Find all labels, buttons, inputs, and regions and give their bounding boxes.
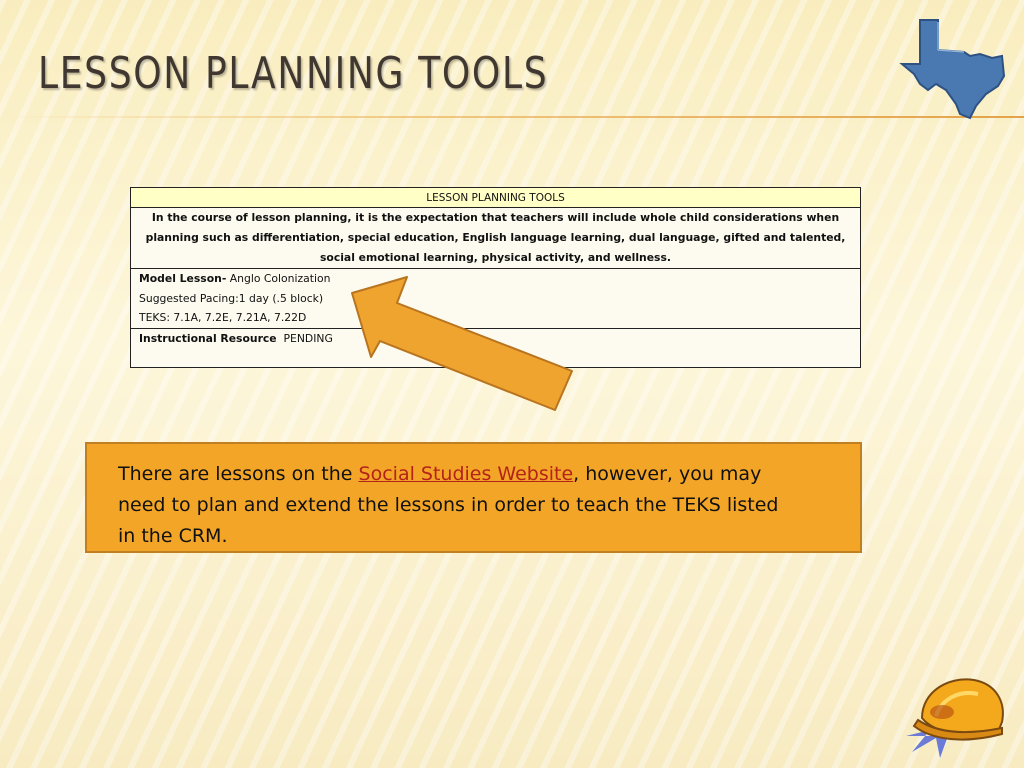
resource-value: PENDING xyxy=(276,331,333,345)
expectation-note: In the course of lesson planning, it is the expectation that teachers will include whole child considerations when planning such as differentiation, special education, English language learning, dual language, gifted and talented, social emotional learning, physical activity, and wellness. xyxy=(131,208,861,269)
resource-label: Instructional Resource xyxy=(139,331,277,345)
model-lesson-cell xyxy=(131,269,861,329)
page-title: LESSON PLANNING TOOLS xyxy=(38,48,549,99)
hard-hat-icon xyxy=(902,672,1010,760)
lesson-planning-table xyxy=(130,187,861,368)
table-header: LESSON PLANNING TOOLS xyxy=(131,188,861,208)
callout-text-before: There are lessons on the xyxy=(118,463,359,485)
instructional-resource-cell xyxy=(131,328,861,367)
teks-list: TEKS: 7.1A, 7.2E, 7.21A, 7.22D xyxy=(139,311,307,324)
title-divider xyxy=(0,116,1024,118)
social-studies-website-link[interactable]: Social Studies Website xyxy=(358,463,574,485)
model-lesson-line xyxy=(139,269,852,289)
model-lesson-label: Model Lesson- xyxy=(139,272,227,285)
callout-box xyxy=(85,442,862,553)
suggested-pacing: Suggested Pacing:1 day (.5 block) xyxy=(139,291,324,305)
callout-text-after: , however, you may need to plan and extend the lessons in order to teach the TEKS listed in the CRM. xyxy=(118,463,779,547)
texas-map-icon xyxy=(898,14,1010,122)
model-lesson-value: Anglo Colonization xyxy=(226,272,331,285)
